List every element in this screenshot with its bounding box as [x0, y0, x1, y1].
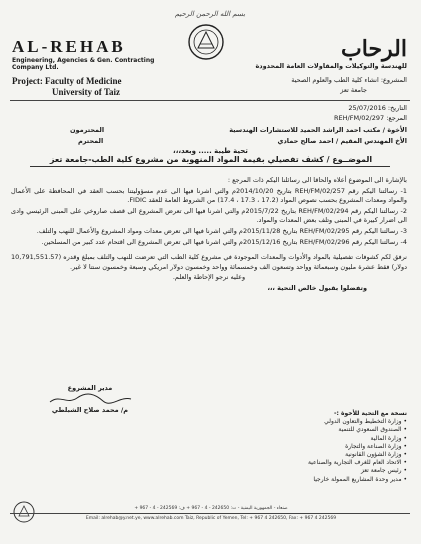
project-name-arabic: المشروع: انشاء كلية الطب والعلوم الصحية — [291, 76, 407, 84]
copies-item: • وزارة المالية — [308, 435, 407, 443]
signature-title: مدير المشروع — [67, 384, 113, 392]
footer-divider — [10, 513, 410, 514]
reference-item-4: 4- رسالتنا اليكم رقم REH/FM/02/296 بتاريخ 2015/12/16م والتي اشرنا فيها الى تعرض المشروع الى اقتحام عدد كبير من المسلحين. — [41, 237, 407, 246]
addressee-line-2: الأخ المهندس المقيم / احمد صالح حمادي — [277, 137, 407, 145]
closing-line-2: وتفضلوا بقبول خالص التحية ،،، — [267, 283, 367, 292]
project-line-1: Project: Faculty of Medicine — [12, 76, 122, 86]
company-name-english: AL-REHAB — [12, 37, 126, 56]
signature-block — [35, 384, 145, 414]
addressee-line-1: الأخوة / مكتب احمد الراشد الحميد للاستشارات الهندسية — [229, 126, 407, 134]
header-divider — [10, 100, 410, 101]
handwritten-signature-icon — [45, 392, 135, 406]
subject-underline — [30, 166, 390, 167]
company-logo-icon — [186, 22, 226, 62]
footer-contact-english: Email: alrehab@y.net.ye, www.alrehab.com Taiz, Republic of Yemen, Tel: + 967 4 242650, Fax: + 967 4 242569 — [85, 516, 337, 521]
summary-paragraph: نرفق لكم كشوفات تفصيلية بالمواد والأدوات والمعدات الموجودة في مشروع كلية الطب التي تعرضت للنهب والتلف بمبلغ وقدره (10,791,551.57 دولار) فقط عشرة مليون وسبعمائة وواحد وتسعون الف وخمسمائة وواحد وخمسون دولار امريكي وسبعة وخمسون سنتا لا غير. — [11, 253, 407, 271]
project-title-arabic — [167, 75, 407, 95]
greeting: تحية طيبة ..... وبعد،،، — [173, 147, 248, 155]
signature-name: م/ محمد صلاح الشبلطي — [51, 406, 129, 414]
addressee-title-1: المحترمون — [70, 126, 105, 134]
intro-paragraph: بالإشارة الى الموضوع أعلاه والحاقا الى رسائلنا اليكم ذات المرجع : — [227, 176, 407, 184]
project-title-english — [12, 76, 122, 98]
copies-item: • الاتحاد العام للغرف التجارية والصناعية — [308, 459, 407, 467]
university-name-arabic: جامعة تعز — [340, 86, 367, 94]
letter-subject: الموضــوع / كشف تفصيلي بقيمة المواد المنهوبة من مشروع كلية الطب-جامعة تعز — [49, 155, 373, 164]
letter-date: التاريخ: 25/07/2016 — [348, 104, 407, 112]
letter-body — [11, 176, 407, 295]
letter-reference: المرجع: REH/FM/02/297 — [334, 114, 407, 122]
closing-line-1: وعليه نرجو الإحاطة والعلم. — [172, 273, 246, 282]
company-subtitle-english: Engineering, Agencies & Gen. Contracting Company Ltd. — [12, 57, 155, 71]
copies-block — [308, 410, 407, 484]
copies-heading: نسخة مع التحية للأخوة :- — [334, 410, 407, 417]
company-name-arabic: الرحاب — [341, 36, 407, 62]
date-ref-block — [334, 103, 407, 123]
bismillah-text: بسم الله الرحمن الرحيم — [174, 10, 246, 18]
reference-item-3: 3- رسالتنا اليكم رقم REH/FM/02/295 بتاريخ 2015/11/28م والتي اشرنا فيها الى تعرض معدات ومواد المشروع والأعمال للنهب والتلف. — [36, 226, 407, 235]
copies-item: • وزارة الصناعة والتجارة — [308, 443, 407, 451]
reference-item-1: 1- رسالتنا اليكم رقم REH/FM/02/257 بتاريخ 2014/10/20م والتي اشرنا فيها الى عدم مسؤوليتنا بحسب العقد في المحافظة على الأعمال والمواد ومعدات المشروع بحسب نصوص المواد (17.2 ، 17.3 ، 17.4) من الشروط العامة للعقد FIDIC. — [11, 186, 408, 205]
reference-item-2: 2- رسالتنا اليكم رقم REH/FM/02/294 بتاريخ 2015/7/22م والتي اشرنا فيها الى تعرض المشروع الى قصف صاروخي على المبنى الرئيسي وادى الى اضرار كبيرة في المبنى وتلف بعض المعدات والمواد. — [11, 206, 408, 225]
project-line-2: University of Taiz — [52, 87, 121, 97]
copies-item: • رئيس جامعة تعز — [308, 467, 407, 475]
company-subtitle-arabic: للهندسة والتوكيلات والمقاولات العامة المحدودة — [255, 62, 407, 70]
footer-address-arabic: صنعاء - الجمهورية اليمنية - ت: 242650 - 4 - 967 + ف: 242569 - 4 - 967 + — [134, 506, 288, 511]
copies-item: • وزارة التخطيط والتعاون الدولي — [308, 418, 407, 426]
copies-item: • الصندوق السعودي للتنمية — [308, 426, 407, 434]
copies-item: • مدير وحدة المشاريع الممولة خارجيا — [308, 476, 407, 484]
copies-item: • وزارة الشؤون القانونية — [308, 451, 407, 459]
addressee-title-2: المحترم — [78, 137, 104, 145]
